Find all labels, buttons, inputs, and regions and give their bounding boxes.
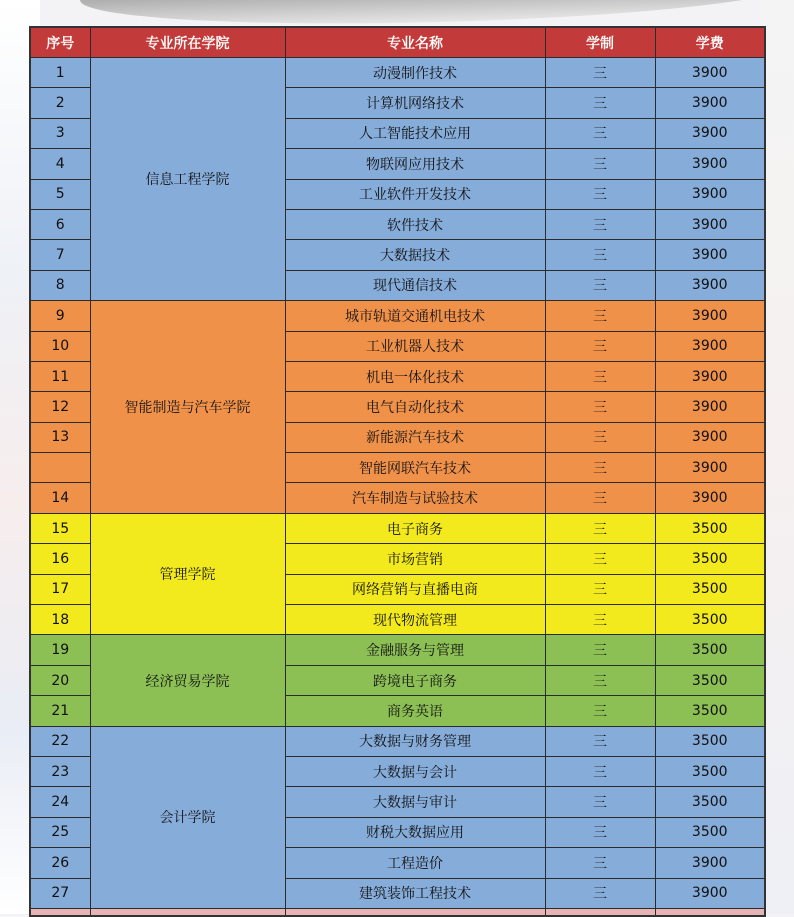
- cell-fee: 3500: [655, 544, 765, 574]
- cell-duration: 三: [545, 605, 655, 635]
- cell-duration: 三: [545, 483, 655, 513]
- cell-duration: 三: [545, 696, 655, 726]
- header-fee: 学费: [655, 27, 765, 58]
- cell-index: 26: [30, 848, 90, 878]
- cell-fee: 3900: [655, 848, 765, 878]
- cell-duration: 三: [545, 361, 655, 391]
- cell-major: 金融服务与管理: [285, 635, 545, 665]
- cell-index: 14: [30, 483, 90, 513]
- cell-fee: 3500: [655, 787, 765, 817]
- cell-duration: 三: [545, 118, 655, 148]
- cell-fee: 3900: [655, 301, 765, 331]
- cell-index: 10: [30, 331, 90, 361]
- table-row: [30, 635, 765, 665]
- cell-index: 9: [30, 301, 90, 331]
- cell-duration: 三: [545, 878, 655, 908]
- cell-duration: 三: [545, 848, 655, 878]
- cell-major: 市场营销: [285, 544, 545, 574]
- cell-index: 19: [30, 635, 90, 665]
- cell-duration: 三: [545, 453, 655, 483]
- cell-major: 大数据技术: [285, 240, 545, 270]
- cell-major: 动漫制作技术: [285, 58, 545, 88]
- cell-index: 25: [30, 817, 90, 847]
- cell-duration: 三: [545, 513, 655, 543]
- cell-fee: 3900: [655, 58, 765, 88]
- table-row: [30, 513, 765, 543]
- cell-fee: 3900: [655, 149, 765, 179]
- cell-major: 电子商务: [285, 513, 545, 543]
- table-body: [30, 58, 765, 916]
- table-row-partial: [30, 908, 765, 916]
- cell-index: 12: [30, 392, 90, 422]
- cell-college: 信息工程学院: [90, 58, 285, 301]
- cell-index: 13: [30, 422, 90, 452]
- cell-index: 7: [30, 240, 90, 270]
- cell-major: 跨境电子商务: [285, 665, 545, 695]
- header-duration: 学制: [545, 27, 655, 58]
- cell-duration: 三: [545, 544, 655, 574]
- cell-fee: 3500: [655, 817, 765, 847]
- cell-major: 机电一体化技术: [285, 361, 545, 391]
- cell-fee: 3500: [655, 665, 765, 695]
- cell-index: 17: [30, 574, 90, 604]
- table-header-row: [30, 27, 765, 58]
- cell-duration: 三: [545, 787, 655, 817]
- cell-index: 2: [30, 88, 90, 118]
- cell-index: 23: [30, 756, 90, 786]
- majors-fee-table: [29, 26, 766, 917]
- cell-duration: 三: [545, 179, 655, 209]
- cell-index: 18: [30, 605, 90, 635]
- cell-fee: 3900: [655, 392, 765, 422]
- cell-duration: 三: [545, 240, 655, 270]
- cell-major: 智能网联汽车技术: [285, 453, 545, 483]
- cell-index: 6: [30, 209, 90, 239]
- cell-major: 网络营销与直播电商: [285, 574, 545, 604]
- header-major: 专业名称: [285, 27, 545, 58]
- cell-fee: 3500: [655, 696, 765, 726]
- cell-fee: 3900: [655, 88, 765, 118]
- cell-major: 现代物流管理: [285, 605, 545, 635]
- cell-index: 3: [30, 118, 90, 148]
- cell-major: 新能源汽车技术: [285, 422, 545, 452]
- cell-partial: [285, 908, 545, 916]
- table-row: [30, 726, 765, 756]
- cell-fee: 3900: [655, 361, 765, 391]
- cell-duration: 三: [545, 726, 655, 756]
- cell-major: 现代通信技术: [285, 270, 545, 300]
- cell-major: 大数据与财务管理: [285, 726, 545, 756]
- cell-college: 管理学院: [90, 513, 285, 635]
- cell-fee: 3500: [655, 574, 765, 604]
- cell-fee: 3900: [655, 209, 765, 239]
- cell-fee: 3900: [655, 422, 765, 452]
- cell-duration: 三: [545, 270, 655, 300]
- cell-duration: 三: [545, 331, 655, 361]
- cell-fee: 3500: [655, 635, 765, 665]
- cell-duration: 三: [545, 817, 655, 847]
- cell-fee: 3900: [655, 453, 765, 483]
- cell-index: [30, 453, 90, 483]
- cell-index: 15: [30, 513, 90, 543]
- cell-partial: [30, 908, 90, 916]
- cell-duration: 三: [545, 209, 655, 239]
- cell-fee: 3900: [655, 331, 765, 361]
- header-college: 专业所在学院: [90, 27, 285, 58]
- cell-index: 21: [30, 696, 90, 726]
- cell-duration: 三: [545, 422, 655, 452]
- table-row: [30, 58, 765, 88]
- cell-duration: 三: [545, 392, 655, 422]
- cell-duration: 三: [545, 574, 655, 604]
- cell-index: 20: [30, 665, 90, 695]
- cell-index: 8: [30, 270, 90, 300]
- cell-major: 大数据与审计: [285, 787, 545, 817]
- cell-duration: 三: [545, 635, 655, 665]
- cell-duration: 三: [545, 665, 655, 695]
- cell-fee: 3900: [655, 878, 765, 908]
- cell-major: 工程造价: [285, 848, 545, 878]
- cell-index: 1: [30, 58, 90, 88]
- cell-index: 5: [30, 179, 90, 209]
- cell-index: 27: [30, 878, 90, 908]
- cell-index: 4: [30, 149, 90, 179]
- cell-fee: 3500: [655, 513, 765, 543]
- cell-college: 经济贸易学院: [90, 635, 285, 726]
- cell-fee: 3500: [655, 605, 765, 635]
- cell-major: 建筑装饰工程技术: [285, 878, 545, 908]
- cell-index: 22: [30, 726, 90, 756]
- cell-college: 会计学院: [90, 726, 285, 908]
- cell-index: 11: [30, 361, 90, 391]
- cell-duration: 三: [545, 149, 655, 179]
- cell-major: 人工智能技术应用: [285, 118, 545, 148]
- cell-major: 计算机网络技术: [285, 88, 545, 118]
- cell-major: 工业软件开发技术: [285, 179, 545, 209]
- cell-duration: 三: [545, 88, 655, 118]
- cell-major: 大数据与会计: [285, 756, 545, 786]
- cell-index: 16: [30, 544, 90, 574]
- cell-major: 物联网应用技术: [285, 149, 545, 179]
- cell-fee: 3900: [655, 179, 765, 209]
- cell-duration: 三: [545, 58, 655, 88]
- cell-major: 商务英语: [285, 696, 545, 726]
- cell-major: 汽车制造与试验技术: [285, 483, 545, 513]
- cell-fee: 3500: [655, 756, 765, 786]
- cell-index: 24: [30, 787, 90, 817]
- cell-major: 财税大数据应用: [285, 817, 545, 847]
- cell-fee: 3900: [655, 483, 765, 513]
- cell-fee: 3900: [655, 240, 765, 270]
- cell-partial: [545, 908, 655, 916]
- cell-fee: 3900: [655, 270, 765, 300]
- cell-major: 电气自动化技术: [285, 392, 545, 422]
- cell-partial: [90, 908, 285, 916]
- cell-duration: 三: [545, 756, 655, 786]
- cell-duration: 三: [545, 301, 655, 331]
- cell-major: 工业机器人技术: [285, 331, 545, 361]
- cell-partial: [655, 908, 765, 916]
- table-row: [30, 301, 765, 331]
- header-index: 序号: [30, 27, 90, 58]
- cell-fee: 3500: [655, 726, 765, 756]
- cell-major: 软件技术: [285, 209, 545, 239]
- cell-major: 城市轨道交通机电技术: [285, 301, 545, 331]
- cell-college: 智能制造与汽车学院: [90, 301, 285, 514]
- cell-fee: 3900: [655, 118, 765, 148]
